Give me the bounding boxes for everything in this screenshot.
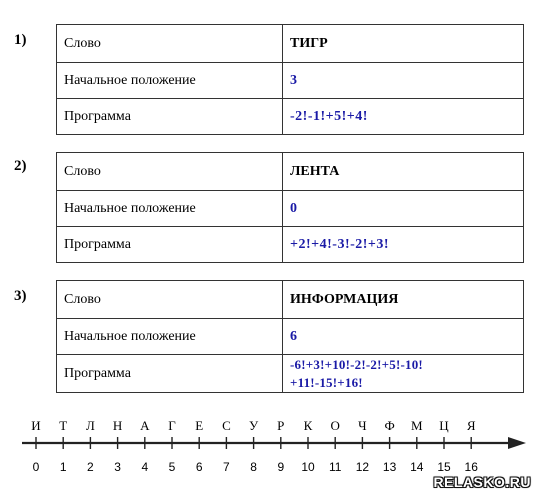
- axis-letter: Е: [195, 418, 204, 433]
- watermark: RELASKO.RU: [433, 474, 531, 490]
- task-2-table: [56, 152, 524, 263]
- program-label: Программа: [57, 99, 283, 135]
- number-line: [0, 408, 539, 478]
- axis-number: 1: [59, 460, 67, 474]
- task-3-number: 3): [14, 288, 27, 304]
- task-1-number: 1): [14, 32, 27, 48]
- task-2-number: 2): [14, 158, 27, 174]
- word-label: Слово: [57, 281, 283, 319]
- axis-letter: А: [140, 418, 150, 433]
- axis-number: 7: [223, 460, 230, 474]
- axis-number: 15: [437, 460, 451, 474]
- axis-letter: С: [222, 418, 231, 433]
- start-label: Начальное положение: [57, 63, 283, 99]
- program-value: [283, 355, 524, 393]
- axis-letter: У: [248, 418, 259, 433]
- axis-letter: Ч: [358, 418, 367, 433]
- axis-number: 6: [195, 460, 203, 474]
- start-label: Начальное положение: [57, 319, 283, 355]
- word-label: Слово: [57, 25, 283, 63]
- program-line-1: -6!+3!+10!-2!-2!+5!-10!: [290, 356, 423, 372]
- word-value: ЛЕНТА: [283, 153, 524, 191]
- program-value: +2!+4!-3!-2!+3!: [283, 227, 524, 263]
- axis-number: 14: [410, 460, 424, 474]
- arrow-head-icon: [508, 437, 526, 449]
- axis-letter: Я: [466, 418, 476, 433]
- axis-letter: К: [303, 418, 313, 433]
- axis-letter: Ц: [439, 418, 449, 433]
- axis-letter: Т: [59, 418, 68, 433]
- axis-number: 0: [32, 460, 40, 474]
- axis-letter: Ф: [384, 418, 395, 433]
- program-value: -2!-1!+5!+4!: [283, 99, 524, 135]
- axis-letter: Р: [277, 418, 285, 433]
- program-line-2: +11!-15!+16!: [290, 374, 363, 390]
- axis-letter: М: [411, 418, 423, 433]
- word-value: ТИГР: [283, 25, 524, 63]
- axis-number: 11: [328, 460, 342, 474]
- axis-letter: Г: [168, 418, 176, 433]
- axis-letter: Н: [112, 418, 123, 433]
- axis-number: 5: [168, 460, 176, 474]
- axis-letter: О: [330, 418, 340, 433]
- axis-number: 8: [250, 460, 257, 474]
- start-value: 6: [283, 319, 524, 355]
- axis-number: 12: [355, 460, 370, 474]
- word-label: Слово: [57, 153, 283, 191]
- axis-number: 16: [464, 460, 478, 474]
- word-value: ИНФОРМАЦИЯ: [283, 281, 524, 319]
- axis-number: 2: [87, 460, 94, 474]
- start-label: Начальное положение: [57, 191, 283, 227]
- axis-letter: Л: [85, 418, 95, 433]
- start-value: 0: [283, 191, 524, 227]
- program-label: Программа: [57, 355, 283, 393]
- axis-number: 4: [141, 460, 149, 474]
- task-3-table: [56, 280, 524, 393]
- axis-letter: И: [31, 418, 41, 433]
- axis-number: 13: [382, 460, 397, 474]
- axis-number: 9: [277, 460, 285, 474]
- start-value: 3: [283, 63, 524, 99]
- program-label: Программа: [57, 227, 283, 263]
- axis-number: 3: [114, 460, 121, 474]
- axis-number: 10: [301, 460, 315, 474]
- task-1-table: [56, 24, 524, 135]
